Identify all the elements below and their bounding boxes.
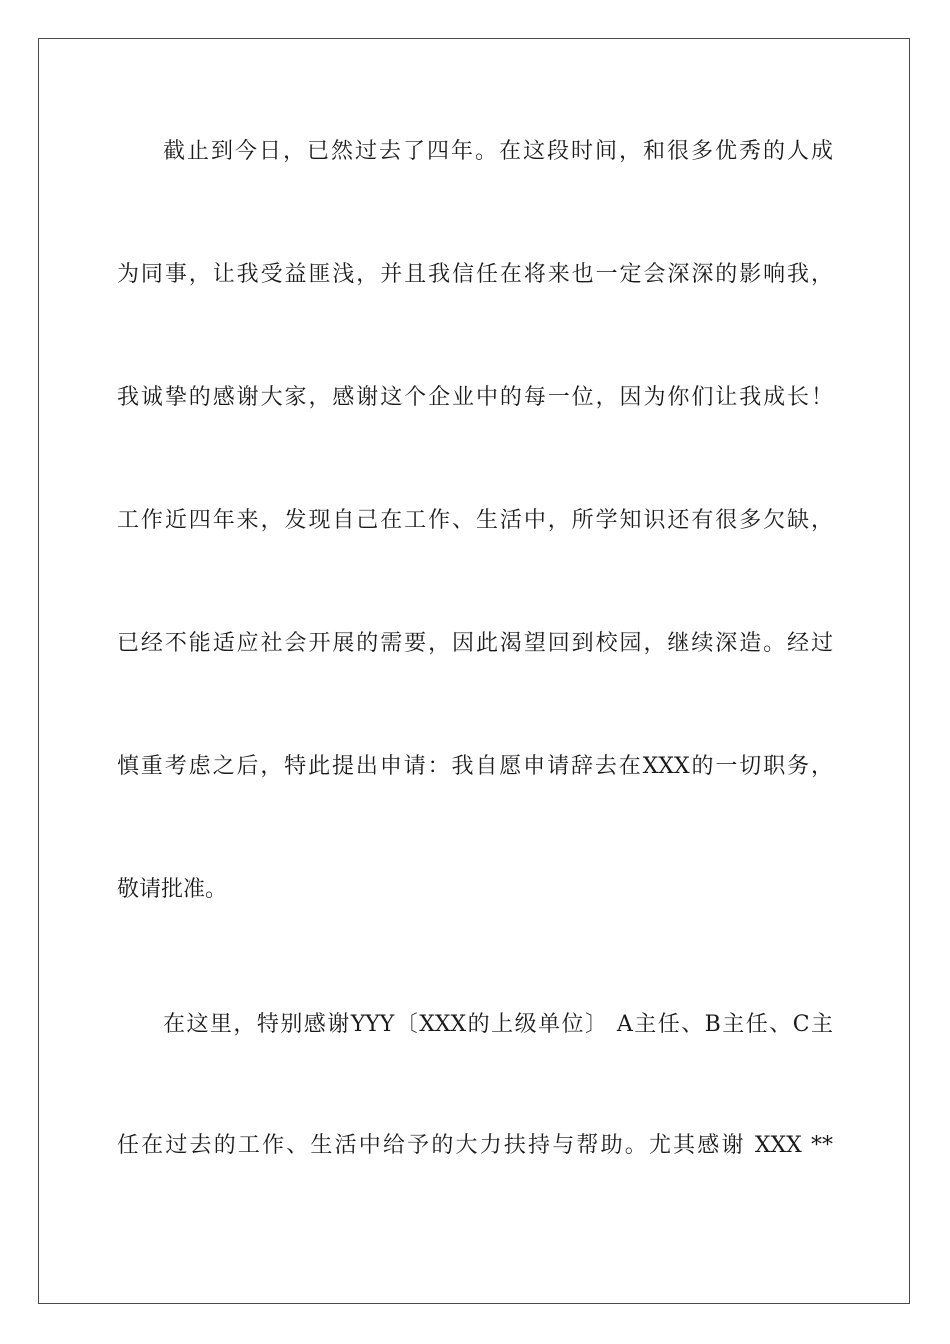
paragraph-1-line-5: 已经不能适应社会开展的需要，因此渴望回到校园，继续深造。经过 <box>117 631 833 656</box>
paragraph-1-line-1: 截止到今日，已然过去了四年。在这段时间，和很多优秀的人成 <box>163 139 833 164</box>
page-frame <box>38 38 910 1304</box>
paragraph-1-line-3: 我诚挚的感谢大家，感谢这个企业中的每一位，因为你们让我成长！ <box>117 385 833 410</box>
paragraph-1-line-6: 慎重考虑之后，特此提出申请：我自愿申请辞去在XXX的一切职务， <box>117 754 833 779</box>
paragraph-1-line-7: 敬请批准。 <box>117 877 228 902</box>
paragraph-1-line-2: 为同事，让我受益匪浅，并且我信任在将来也一定会深深的影响我， <box>117 262 833 287</box>
paragraph-1-line-4: 工作近四年来，发现自己在工作、生活中，所学知识还有很多欠缺， <box>117 508 833 533</box>
paragraph-2-line-2: 任在过去的工作、生活中给予的大力扶持与帮助。尤其感谢 XXX ** <box>117 1133 833 1158</box>
paragraph-2-line-1: 在这里，特别感谢YYY〔XXX的上级单位〕 A主任、B主任、C主 <box>163 1012 833 1037</box>
